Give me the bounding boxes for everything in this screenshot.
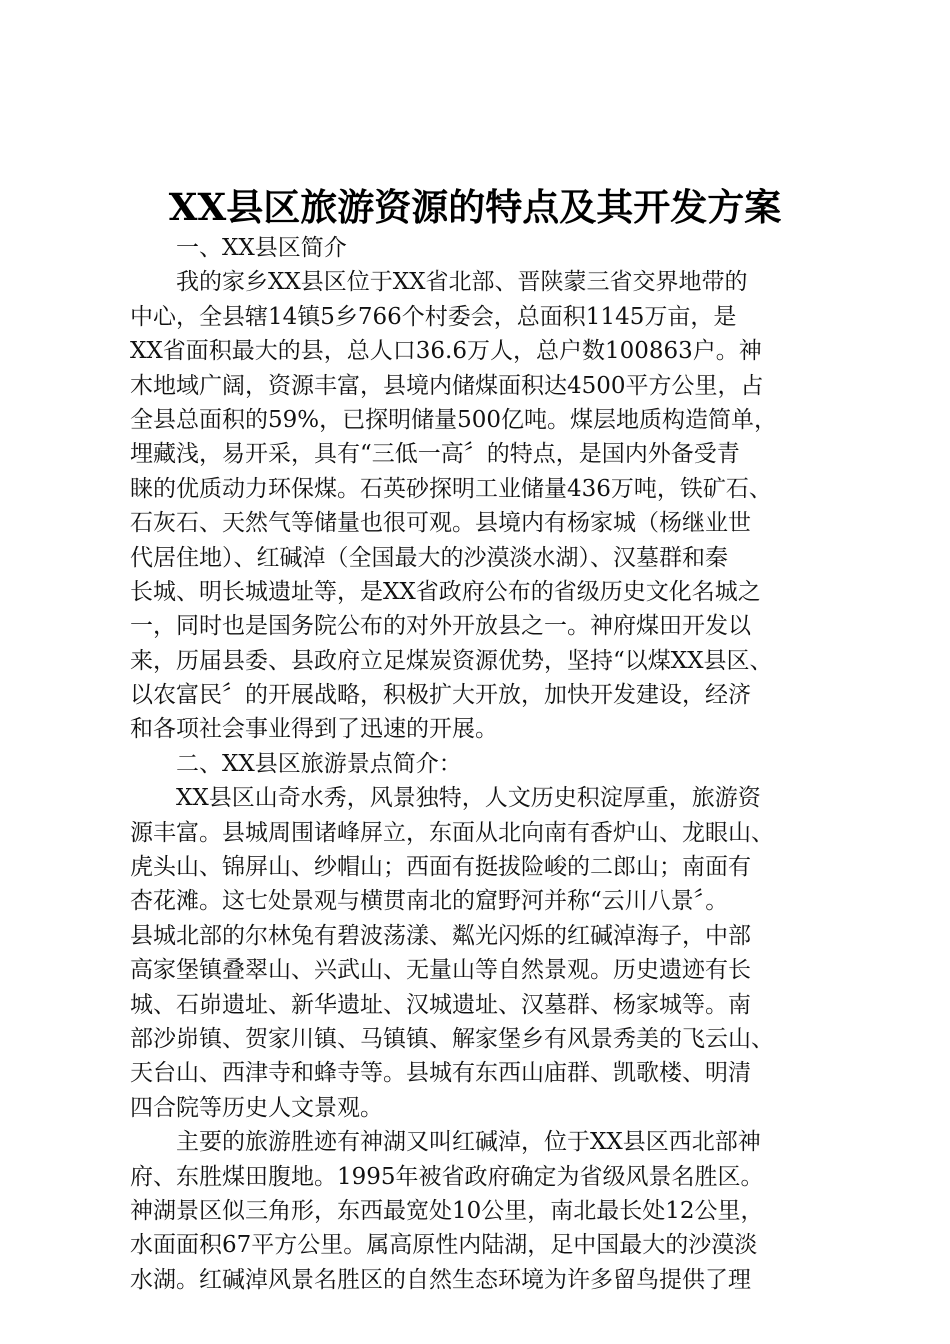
text-line: 水湖。红碱淖风景名胜区的自然生态环境为许多留鸟提供了理 — [130, 1266, 751, 1293]
text-line: 部沙峁镇、贺家川镇、马镇镇、解家堡乡有风景秀美的飞云山、 — [130, 1025, 774, 1052]
text-line: 府、东胜煤田腹地。1995年被省政府确定为省级风景名胜区。 — [130, 1163, 764, 1190]
section-heading: 二、XX县区旅游景点简介： — [130, 750, 462, 777]
text-line: 神湖景区似三角形，东西最宽处10公里，南北最长处12公里， — [130, 1197, 764, 1224]
text-line: 高家堡镇叠翠山、兴武山、无量山等自然景观。历史遗迹有长 — [130, 957, 751, 984]
text-line: 天台山、西津寺和蜂寺等。县城有东西山庙群、凯歌楼、明清 — [130, 1060, 751, 1087]
text-line: 睐的优质动力环保煤。石英砂探明工业储量436万吨，铁矿石、 — [130, 475, 772, 502]
text-line: 杏花滩。这七处景观与横贯南北的窟野河并称“云川八景〞。 — [130, 888, 729, 915]
text-line: 源丰富。县城周围诸峰屏立，东面从北向南有香炉山、龙眼山、 — [130, 819, 774, 846]
text-line: 水面面积67平方公里。属高原性内陆湖，足中国最大的沙漠淡 — [130, 1232, 758, 1259]
text-line: 来，历届县委、县政府立足煤炭资源优势，坚持“以煤XX县区、 — [130, 647, 773, 674]
text-line: 四合院等历史人文景观。 — [130, 1094, 383, 1121]
text-line: 代居住地）、红碱淖（全国最大的沙漠淡水湖）、汉墓群和秦 — [130, 544, 728, 571]
text-line: 中心，全县辖14镇5乡766个村委会，总面积1145万亩，是 — [130, 303, 737, 330]
text-line: 城、石峁遗址、新华遗址、汉城遗址、汉墓群、杨家城等。南 — [130, 991, 751, 1018]
text-line: 埋藏浅，易开采，具有“三低一高〞的特点，是国内外备受青 — [130, 441, 740, 468]
document-title: XX县区旅游资源的特点及其开发方案 — [168, 185, 782, 229]
text-line: 和各项社会事业得到了迅速的开展。 — [130, 716, 498, 743]
text-line: 虎头山、锦屏山、纱帽山；西面有挺拔险峻的二郎山；南面有 — [130, 854, 751, 881]
text-line: 全县总面积的59%，已探明储量500亿吨。煤层地质构造简单， — [130, 406, 778, 433]
text-line: 县城北部的尔林兔有碧波荡漾、粼光闪烁的红碱淖海子，中部 — [130, 922, 751, 949]
text-line: XX省面积最大的县，总人口36.6万人，总户数100863户。神 — [130, 338, 762, 365]
text-line: 以农富民〞的开展战略，积极扩大开放，加快开发建设，经济 — [130, 682, 751, 709]
text-line: XX县区山奇水秀，风景独特，人文历史积淀厚重，旅游资 — [130, 785, 761, 812]
text-line: 长城、明长城遗址等，是XX省政府公布的省级历史文化名城之 — [130, 578, 761, 605]
text-line: 木地域广阔，资源丰富，县境内储煤面积达4500平方公里，占 — [130, 372, 764, 399]
document-body — [130, 231, 820, 1297]
text-line: 一，同时也是国务院公布的对外开放县之一。神府煤田开发以 — [130, 613, 751, 640]
text-line: 主要的旅游胜迹有神湖又叫红碱淖，位于XX县区西北部神 — [130, 1129, 761, 1156]
section-heading: 一、XX县区简介 — [130, 235, 347, 261]
text-line: 石灰石、天然气等储量也很可观。县境内有杨家城（杨继业世 — [130, 510, 751, 537]
text-line: 我的家乡XX县区位于XX省北部、晋陕蒙三省交界地带的 — [130, 269, 748, 296]
